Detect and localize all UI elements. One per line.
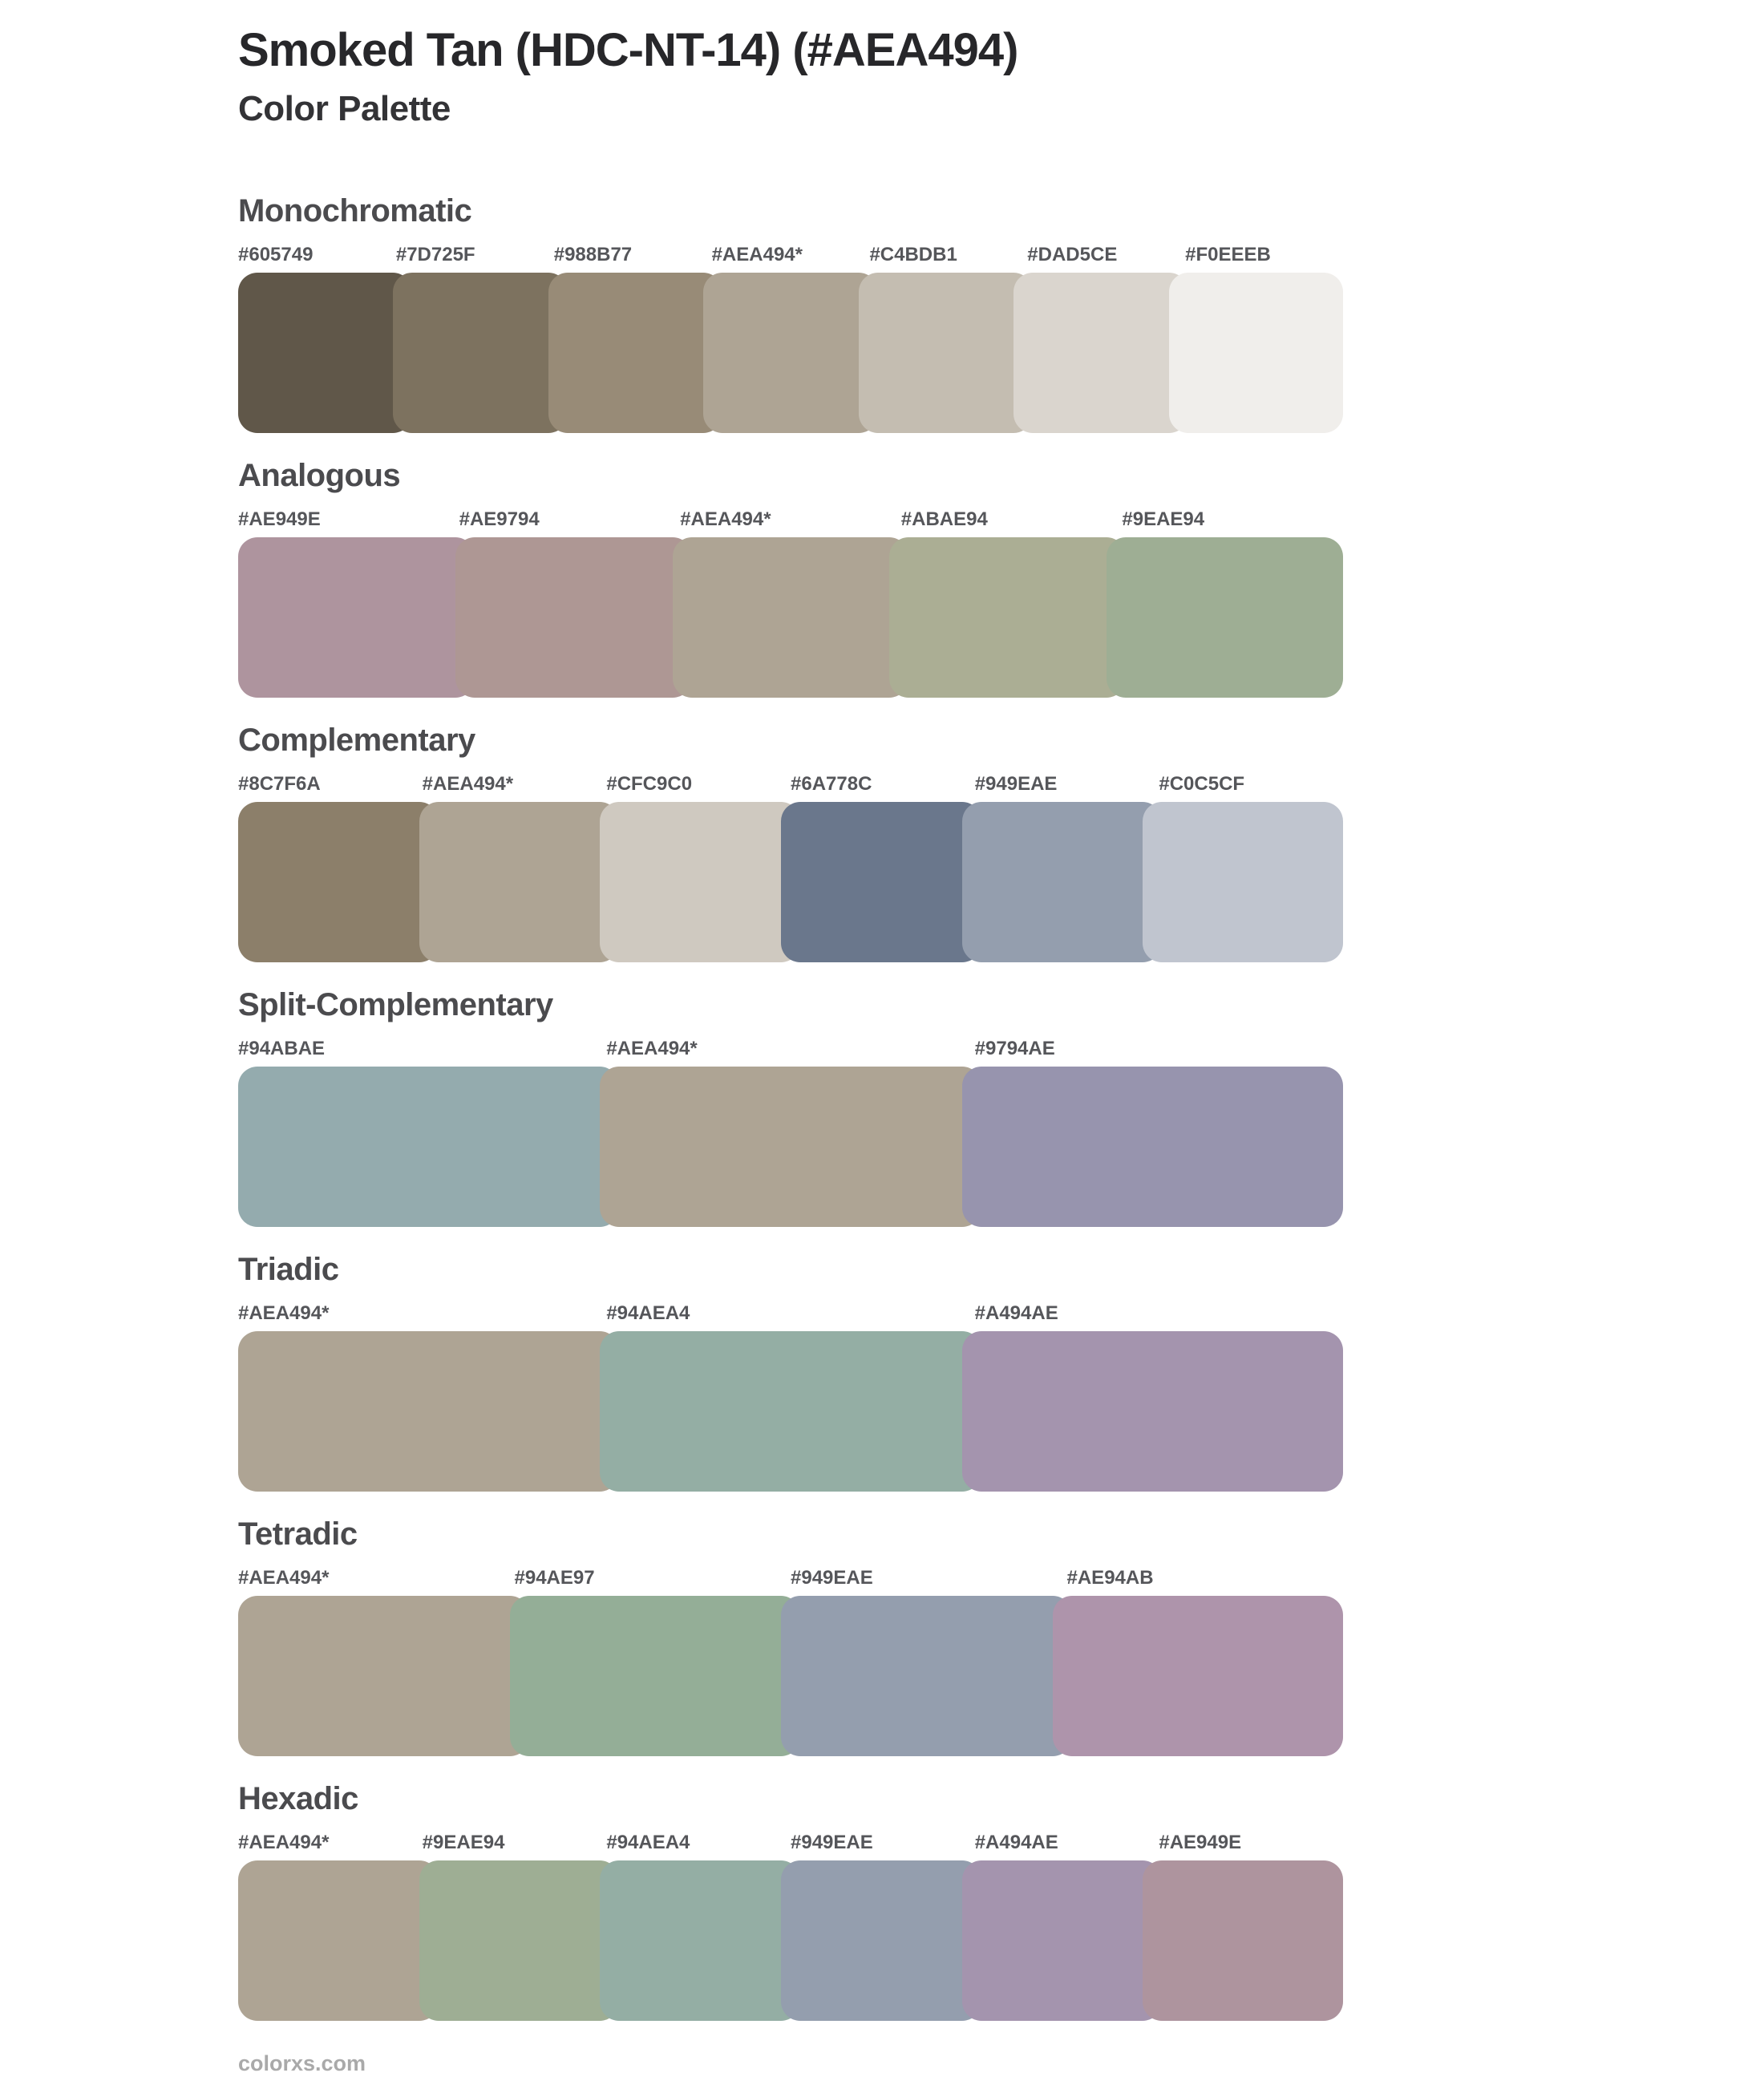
color-swatch[interactable] bbox=[1107, 537, 1343, 698]
color-swatch[interactable] bbox=[393, 273, 567, 433]
color-swatch[interactable] bbox=[238, 802, 439, 962]
section-title: Triadic bbox=[238, 1251, 339, 1287]
swatch-hex-label: #ABAE94 bbox=[900, 508, 988, 530]
color-swatch[interactable] bbox=[600, 1860, 800, 2021]
swatch-hex-label: #94ABAE bbox=[238, 1037, 326, 1059]
swatch-hex-label: #AEA494* bbox=[238, 1302, 330, 1324]
color-swatch[interactable] bbox=[781, 1860, 981, 2021]
swatch-hex-label: #C4BDB1 bbox=[869, 243, 957, 265]
color-swatch[interactable] bbox=[600, 1067, 981, 1227]
swatch-row bbox=[238, 537, 1343, 698]
palette-section bbox=[238, 1516, 1343, 1756]
swatch-hex-label: #AEA494* bbox=[422, 772, 514, 795]
swatch-hex-label: #7D725F bbox=[395, 243, 475, 265]
palette-section bbox=[238, 457, 1343, 698]
swatch-row bbox=[238, 1331, 1343, 1492]
color-swatch[interactable] bbox=[238, 1067, 619, 1227]
color-swatch[interactable] bbox=[238, 273, 412, 433]
color-swatch[interactable] bbox=[455, 537, 692, 698]
color-swatch[interactable] bbox=[962, 1067, 1343, 1227]
swatch-hex-label: #AEA494* bbox=[238, 1831, 330, 1853]
swatch-hex-label: #DAD5CE bbox=[1027, 243, 1118, 265]
swatch-hex-label: #AEA494* bbox=[606, 1037, 698, 1059]
swatch-row bbox=[238, 802, 1343, 962]
color-swatch[interactable] bbox=[1053, 1596, 1344, 1756]
palette-section bbox=[238, 1780, 1343, 2021]
color-swatch[interactable] bbox=[962, 802, 1163, 962]
swatch-hex-label: #6A778C bbox=[791, 772, 872, 795]
color-swatch[interactable] bbox=[1143, 1860, 1343, 2021]
page-subtitle: Color Palette bbox=[238, 88, 451, 128]
color-swatch[interactable] bbox=[548, 273, 722, 433]
swatch-row bbox=[238, 1067, 1343, 1227]
swatch-hex-label: #9EAE94 bbox=[422, 1831, 505, 1853]
color-swatch[interactable] bbox=[889, 537, 1126, 698]
swatch-hex-label: #988B77 bbox=[553, 243, 633, 265]
swatch-hex-label: #AE9794 bbox=[459, 508, 540, 530]
section-title: Split-Complementary bbox=[238, 986, 553, 1022]
swatch-labels bbox=[238, 1302, 1343, 1325]
color-swatch[interactable] bbox=[962, 1860, 1163, 2021]
swatch-labels bbox=[238, 244, 1343, 266]
swatch-hex-label: #F0EEEB bbox=[1185, 243, 1271, 265]
swatch-hex-label: #8C7F6A bbox=[238, 772, 321, 795]
section-title: Tetradic bbox=[238, 1516, 358, 1552]
swatch-hex-label: #94AEA4 bbox=[606, 1831, 690, 1853]
swatch-hex-label: #A494AE bbox=[974, 1302, 1058, 1324]
color-swatch[interactable] bbox=[419, 1860, 620, 2021]
swatch-hex-label: #C0C5CF bbox=[1159, 772, 1245, 795]
color-swatch[interactable] bbox=[419, 802, 620, 962]
swatch-hex-label: #AEA494* bbox=[238, 1566, 330, 1589]
color-swatch[interactable] bbox=[238, 537, 475, 698]
swatch-hex-label: #AE94AB bbox=[1066, 1566, 1154, 1589]
swatch-labels bbox=[238, 1038, 1343, 1060]
swatch-hex-label: #9EAE94 bbox=[1122, 508, 1205, 530]
swatch-labels bbox=[238, 1567, 1343, 1589]
color-swatch[interactable] bbox=[673, 537, 909, 698]
swatch-hex-label: #94AE97 bbox=[514, 1566, 595, 1589]
section-title: Monochromatic bbox=[238, 192, 472, 229]
color-swatch[interactable] bbox=[859, 273, 1033, 433]
color-swatch[interactable] bbox=[962, 1331, 1343, 1492]
color-swatch[interactable] bbox=[1169, 273, 1343, 433]
swatch-hex-label: #94AEA4 bbox=[606, 1302, 690, 1324]
color-swatch[interactable] bbox=[600, 1331, 981, 1492]
section-title: Complementary bbox=[238, 722, 475, 758]
color-swatch[interactable] bbox=[781, 802, 981, 962]
color-swatch[interactable] bbox=[703, 273, 877, 433]
palette-section bbox=[238, 192, 1343, 433]
footer-site-link[interactable]: colorxs.com bbox=[238, 2051, 366, 2075]
color-swatch[interactable] bbox=[238, 1331, 619, 1492]
palette-section bbox=[238, 722, 1343, 962]
color-swatch[interactable] bbox=[1143, 802, 1343, 962]
color-swatch[interactable] bbox=[781, 1596, 1072, 1756]
palette-sections bbox=[238, 192, 1343, 2021]
swatch-hex-label: #AE949E bbox=[238, 508, 321, 530]
swatch-labels bbox=[238, 773, 1343, 796]
swatch-row bbox=[238, 1860, 1343, 2021]
palette-section bbox=[238, 986, 1343, 1227]
color-swatch[interactable] bbox=[1013, 273, 1187, 433]
swatch-hex-label: #A494AE bbox=[974, 1831, 1058, 1853]
swatch-hex-label: #605749 bbox=[238, 243, 314, 265]
swatch-hex-label: #949EAE bbox=[974, 772, 1058, 795]
color-swatch[interactable] bbox=[510, 1596, 801, 1756]
swatch-labels bbox=[238, 1832, 1343, 1854]
swatch-hex-label: #AEA494* bbox=[680, 508, 771, 530]
swatch-hex-label: #AEA494* bbox=[711, 243, 803, 265]
swatch-row bbox=[238, 273, 1343, 433]
swatch-hex-label: #9794AE bbox=[974, 1037, 1055, 1059]
page-title: Smoked Tan (HDC-NT-14) (#AEA494) bbox=[238, 24, 1018, 76]
swatch-hex-label: #CFC9C0 bbox=[606, 772, 693, 795]
section-title: Hexadic bbox=[238, 1780, 358, 1816]
swatch-labels bbox=[238, 508, 1343, 531]
color-swatch[interactable] bbox=[238, 1860, 439, 2021]
swatch-hex-label: #949EAE bbox=[791, 1831, 873, 1853]
swatch-hex-label: #949EAE bbox=[791, 1566, 873, 1589]
palette-section bbox=[238, 1251, 1343, 1492]
footer bbox=[238, 2051, 1343, 2076]
swatch-row bbox=[238, 1596, 1343, 1756]
color-swatch[interactable] bbox=[600, 802, 800, 962]
section-title: Analogous bbox=[238, 457, 401, 493]
color-swatch[interactable] bbox=[238, 1596, 529, 1756]
swatch-hex-label: #AE949E bbox=[1159, 1831, 1242, 1853]
